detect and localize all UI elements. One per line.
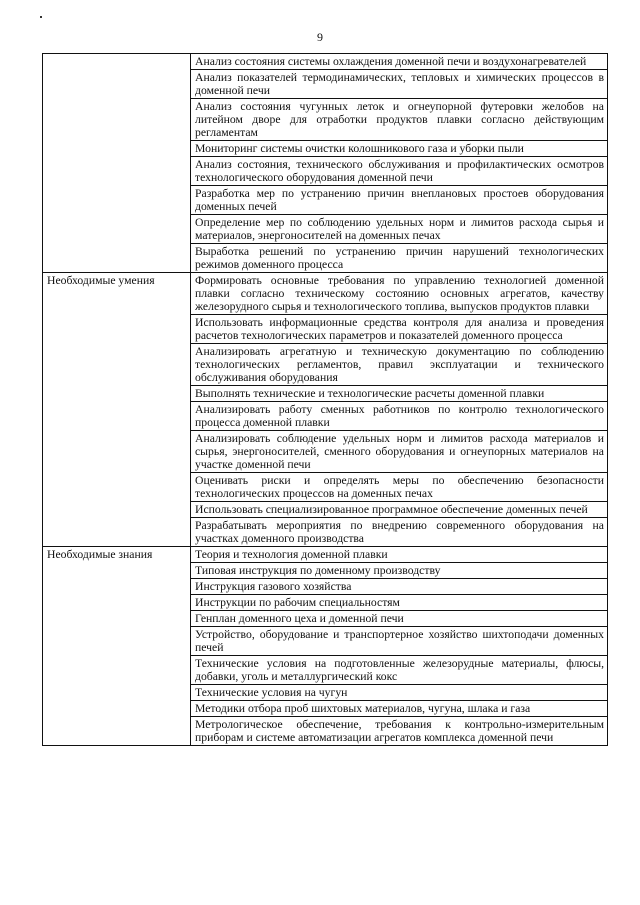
- requirement-item: Анализировать агрегатную и техническую документацию по соблюдению технологических регламентов, правил эксплуатации и технического обслуживания оборудования: [191, 344, 608, 386]
- requirement-item: Анализ состояния системы охлаждения доменной печи и воздухонагревателей: [191, 54, 608, 70]
- requirement-item: Метрологическое обеспечение, требования к контрольно-измерительным приборам и системе автоматизации агрегатов комплекса доменной печи: [191, 717, 608, 746]
- requirement-item: Устройство, оборудование и транспортерное хозяйство шихтоподачи доменных печей: [191, 627, 608, 656]
- requirements-table-body: [43, 54, 608, 746]
- requirement-item: Мониторинг системы очистки колошникового газа и уборки пыли: [191, 141, 608, 157]
- requirement-item: Анализ состояния чугунных леток и огнеупорной футеровки желобов на литейном дворе для отработки продуктов плавки согласно действующим регламентам: [191, 99, 608, 141]
- scan-speck: [40, 16, 42, 18]
- requirement-item: Инструкция газового хозяйства: [191, 579, 608, 595]
- page-number: 9: [317, 30, 323, 44]
- requirement-item: Оценивать риски и определять меры по обеспечению безопасности технологических процессов на доменных печах: [191, 473, 608, 502]
- requirement-item: Анализировать соблюдение удельных норм и лимитов расхода материалов и сырья, энергоносителей, сменного оборудования и огнеупорных материалов на участке доменной печи: [191, 431, 608, 473]
- table-row: [43, 54, 608, 70]
- requirement-item: Использовать информационные средства контроля для анализа и проведения расчетов технологических параметров и показателей доменного процесса: [191, 315, 608, 344]
- requirement-item: Разрабатывать мероприятия по внедрению современного оборудования на участках доменного производства: [191, 518, 608, 547]
- requirement-item: Технические условия на чугун: [191, 685, 608, 701]
- requirement-item: Генплан доменного цеха и доменной печи: [191, 611, 608, 627]
- requirement-item: Теория и технология доменной плавки: [191, 547, 608, 563]
- section-label: [43, 54, 191, 273]
- requirement-item: Типовая инструкция по доменному производству: [191, 563, 608, 579]
- table-row: [43, 273, 608, 315]
- requirement-item: Выполнять технические и технологические расчеты доменной плавки: [191, 386, 608, 402]
- requirement-item: Использовать специализированное программное обеспечение доменных печей: [191, 502, 608, 518]
- requirement-item: Определение мер по соблюдению удельных норм и лимитов расхода сырья и материалов, энергоносителей на доменных печах: [191, 215, 608, 244]
- section-label: Необходимые знания: [43, 547, 191, 746]
- requirements-table: [42, 53, 608, 746]
- requirement-item: Анализ показателей термодинамических, тепловых и химических процессов в доменной печи: [191, 70, 608, 99]
- requirement-item: Анализ состояния, технического обслуживания и профилактических осмотров технологического оборудования доменной печи: [191, 157, 608, 186]
- requirement-item: Технические условия на подготовленные железорудные материалы, флюсы, добавки, уголь и металлургический кокс: [191, 656, 608, 685]
- requirement-item: Инструкции по рабочим специальностям: [191, 595, 608, 611]
- requirement-item: Выработка решений по устранению причин нарушений технологических режимов доменного процесса: [191, 244, 608, 273]
- requirement-item: Методики отбора проб шихтовых материалов, чугуна, шлака и газа: [191, 701, 608, 717]
- requirement-item: Формировать основные требования по управлению технологией доменной плавки согласно техническому состоянию основных агрегатов, качеству железорудного сырья и технологического топлива, выпусков продуктов плавки: [191, 273, 608, 315]
- table-row: [43, 547, 608, 563]
- requirement-item: Анализировать работу сменных работников по контролю технологического процесса доменной плавки: [191, 402, 608, 431]
- requirement-item: Разработка мер по устранению причин внеплановых простоев оборудования доменных печей: [191, 186, 608, 215]
- section-label: Необходимые умения: [43, 273, 191, 547]
